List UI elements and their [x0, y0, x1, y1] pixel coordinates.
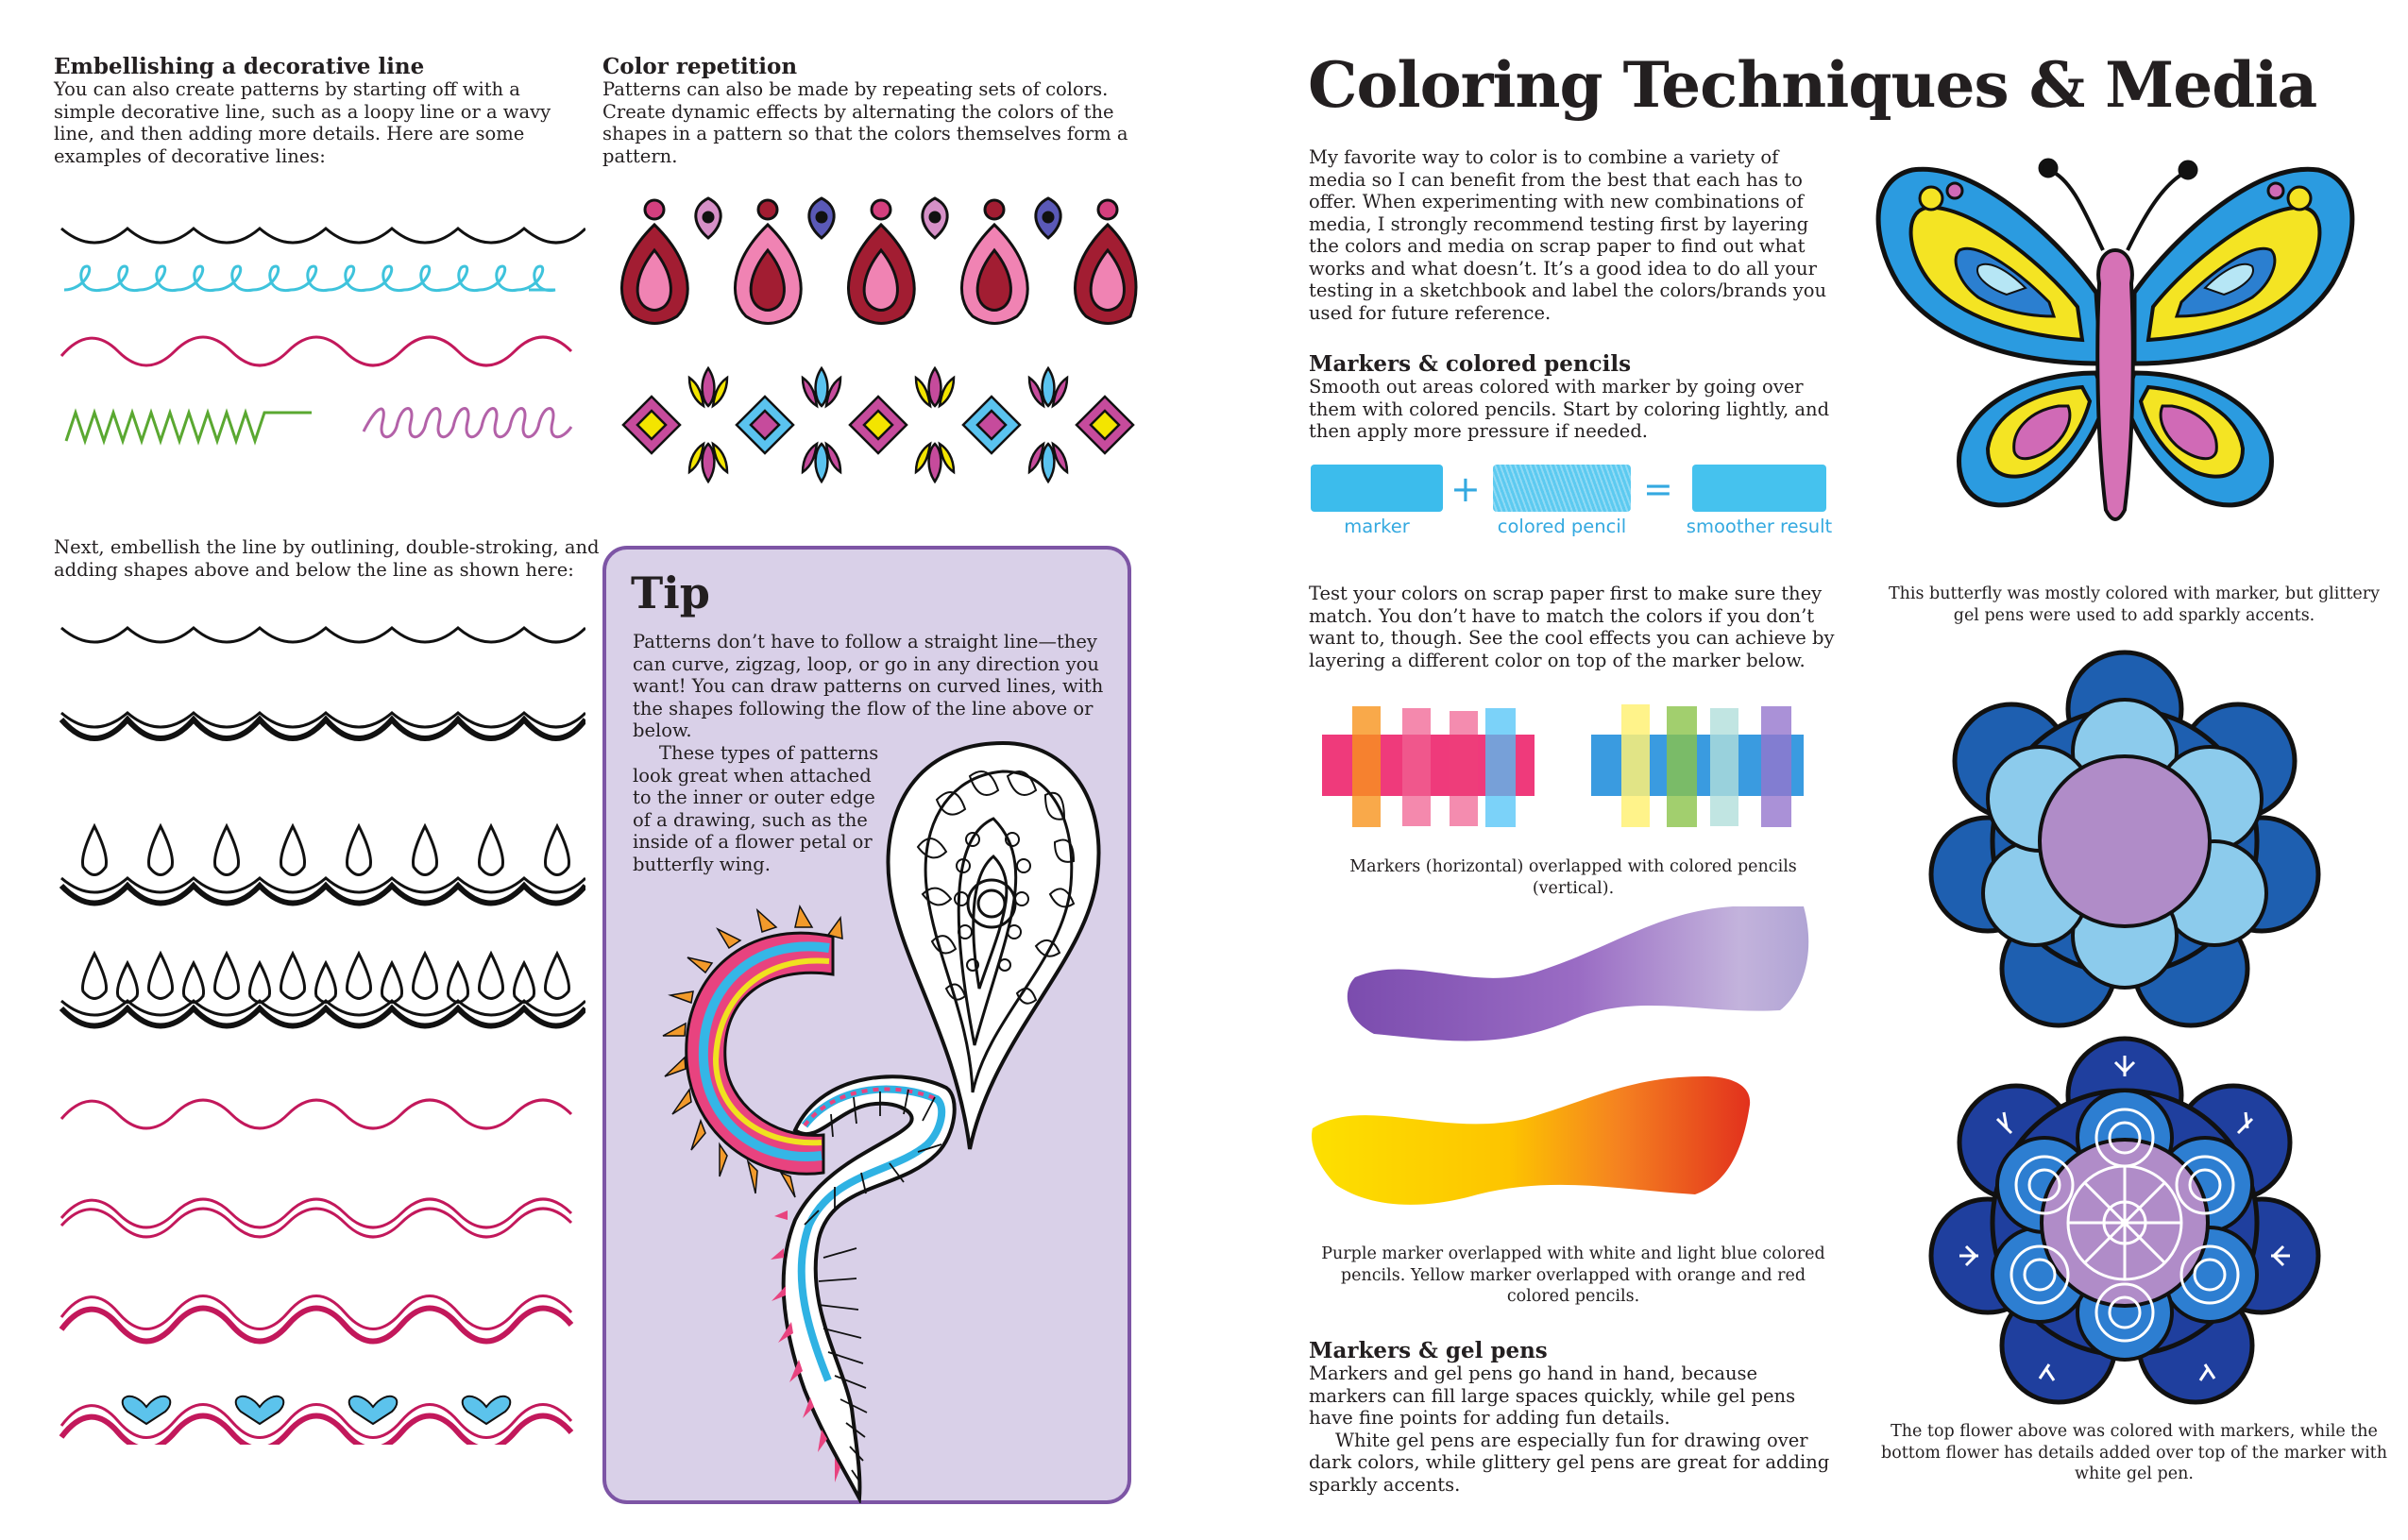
swatch-row: [1311, 465, 1840, 540]
next-section: [54, 536, 602, 581]
purple-stroke: [1348, 906, 1808, 1041]
yellow-stroke: [1312, 1076, 1750, 1205]
markers-pencils-body: Smooth out areas colored with marker by going over them with colored pencils. Start by coloring lightly, and then apply more pressure if needed.: [1309, 376, 1830, 442]
intro-body: My favorite way to color is to combine a variety of media so I can benefit from the best that each has to offer. When experimenting with new combinations of media, I strongly recommend testing first by layering the colors and media on scrap paper to find out what works and what doesn’t. It’s a good idea to do all your testing in a sketchbook and label the colors/brands you used for future reference.: [1309, 146, 1827, 324]
butterfly-drawing: [1865, 151, 2375, 576]
wavy-line-magenta: [61, 1100, 571, 1128]
color-drops-pattern: [609, 189, 1138, 330]
tip-box: [602, 546, 1131, 1504]
overlap-caption: Markers (horizontal) overlapped with colored pencils (vertical).: [1349, 857, 1797, 898]
smoother-result-label: smoother result: [1686, 516, 1833, 537]
large-drops: [621, 225, 1135, 324]
ribbon-wave-with-hearts: [61, 1396, 571, 1445]
scallop-with-drops: [61, 826, 585, 904]
overlap-swatches: [1317, 697, 1827, 838]
ribbon-wave: [61, 1296, 571, 1342]
colored-pencil-swatch: [1493, 465, 1631, 512]
s-vine-drawing: [767, 1031, 975, 1503]
color-repetition-body: Patterns can also be made by repeating sets of colors. Create dynamic effects by alternating the colors of the shapes in a pattern so that the colors themselves form a pattern.: [602, 78, 1128, 167]
diamonds: [623, 397, 1133, 453]
flower-caption: The top flower above was colored with markers, while the bottom flower has details added over top of the marker with white gel pen.: [1881, 1422, 2387, 1483]
colored-pencil-label: colored pencil: [1497, 516, 1627, 537]
overlap-swatch-warm: [1322, 706, 1535, 827]
tip-para1: Patterns don’t have to follow a straight line—they can curve, zigzag, loop, or go in any direction you want! You can draw patterns on curved lines, with the shapes following the flow of the line above or below.: [633, 631, 1104, 741]
next-body: Next, embellish the line by outlining, double-stroking, and adding shapes above and below the line as shown here:: [54, 536, 600, 581]
wavy-line: [61, 337, 571, 365]
page-title: Coloring Techniques & Media: [1308, 48, 2317, 122]
scallop-with-drops-double: [61, 954, 585, 1026]
looped-x-line: [364, 409, 571, 437]
plus-sign: +: [1450, 468, 1481, 510]
embellish-body: You can also create patterns by starting off with a simple decorative line, such as a loopy line or a wavy line, and then adding more details. Here are some examples of decorative lines:: [54, 78, 551, 167]
tip-para2: These types of patterns look great when attached to the inner or outer edge of a drawing, such as the inside of a flower petal or butterfly wing.: [633, 742, 879, 875]
test-section: [1309, 583, 1838, 671]
markers-gel-heading: Markers & gel pens: [1309, 1338, 1548, 1363]
markers-pencils-heading: Markers & colored pencils: [1309, 351, 1632, 377]
stroke-caption: Purple marker overlapped with white and light blue colored pencils. Yellow marker overlapped with orange and red colored pencils.: [1321, 1244, 1825, 1306]
markers-gel-para2: White gel pens are especially fun for drawing over dark colors, while glittery gel pens are great for adding sparkly accents.: [1309, 1429, 1830, 1496]
markers-pencils-section: [1309, 352, 1838, 443]
markers-gel-para1: Markers and gel pens go hand in hand, because markers can fill large spaces quickly, while gel pens have fine points for adding fun details.: [1309, 1362, 1796, 1429]
wavy-line-double: [61, 1199, 571, 1237]
embellished-lines-examples: [57, 614, 585, 1445]
color-repetition-section: [602, 55, 1131, 167]
intro-section: [1309, 146, 1838, 324]
smoother-result-swatch: [1692, 465, 1826, 512]
color-diamond-pattern: [609, 364, 1138, 486]
decorative-lines-examples: [57, 200, 585, 474]
markers-gel-section: [1309, 1339, 1838, 1496]
tip-title: Tip: [631, 567, 710, 618]
loopy-line: [64, 266, 555, 291]
marker-label: marker: [1344, 516, 1410, 537]
scallop-line-basic: [61, 628, 585, 642]
color-repetition-heading: Color repetition: [602, 54, 798, 79]
scallop-line: [61, 228, 585, 243]
top-flower-drawing: [1926, 648, 2323, 1035]
embellish-section: [54, 55, 583, 167]
overlap-swatch-cool: [1591, 704, 1804, 827]
blend-strokes: [1308, 902, 1837, 1213]
equals-sign: =: [1643, 468, 1673, 510]
marker-swatch: [1311, 465, 1443, 512]
embellish-heading: Embellishing a decorative line: [54, 54, 425, 79]
test-body: Test your colors on scrap paper first to make sure they match. You don’t have to match the colors if you don’t want to, though. See the cool effects you can achieve by layering a different color on top of the marker below.: [1309, 583, 1835, 671]
butterfly-caption: This butterfly was mostly colored with marker, but glittery gel pens were used to add sparkly accents.: [1888, 584, 2381, 625]
bottom-flower-drawing: [1926, 1029, 2323, 1416]
zigzag-line: [66, 413, 312, 441]
